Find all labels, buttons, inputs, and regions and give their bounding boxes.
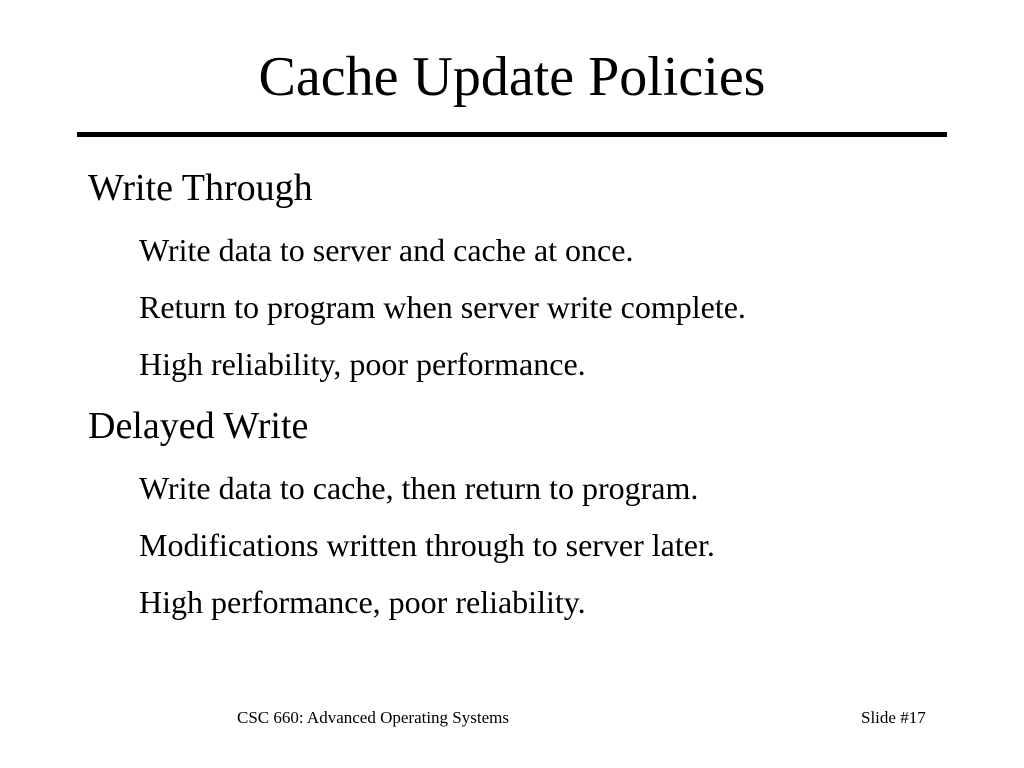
section-heading-write-through: Write Through — [88, 167, 313, 209]
footer-course: CSC 660: Advanced Operating Systems — [237, 708, 509, 727]
bullet-item: Write data to cache, then return to program. — [139, 470, 699, 506]
slide-title: Cache Update Policies — [258, 46, 766, 108]
section-heading-delayed-write: Delayed Write — [88, 405, 309, 447]
bullet-item: Modifications written through to server later. — [139, 527, 715, 563]
bullet-item: Write data to server and cache at once. — [139, 232, 634, 268]
bullet-item: High reliability, poor performance. — [139, 346, 586, 382]
bullet-item: High performance, poor reliability. — [139, 584, 586, 620]
footer-slide-number: Slide #17 — [861, 708, 926, 727]
bullet-item: Return to program when server write complete. — [139, 289, 746, 325]
